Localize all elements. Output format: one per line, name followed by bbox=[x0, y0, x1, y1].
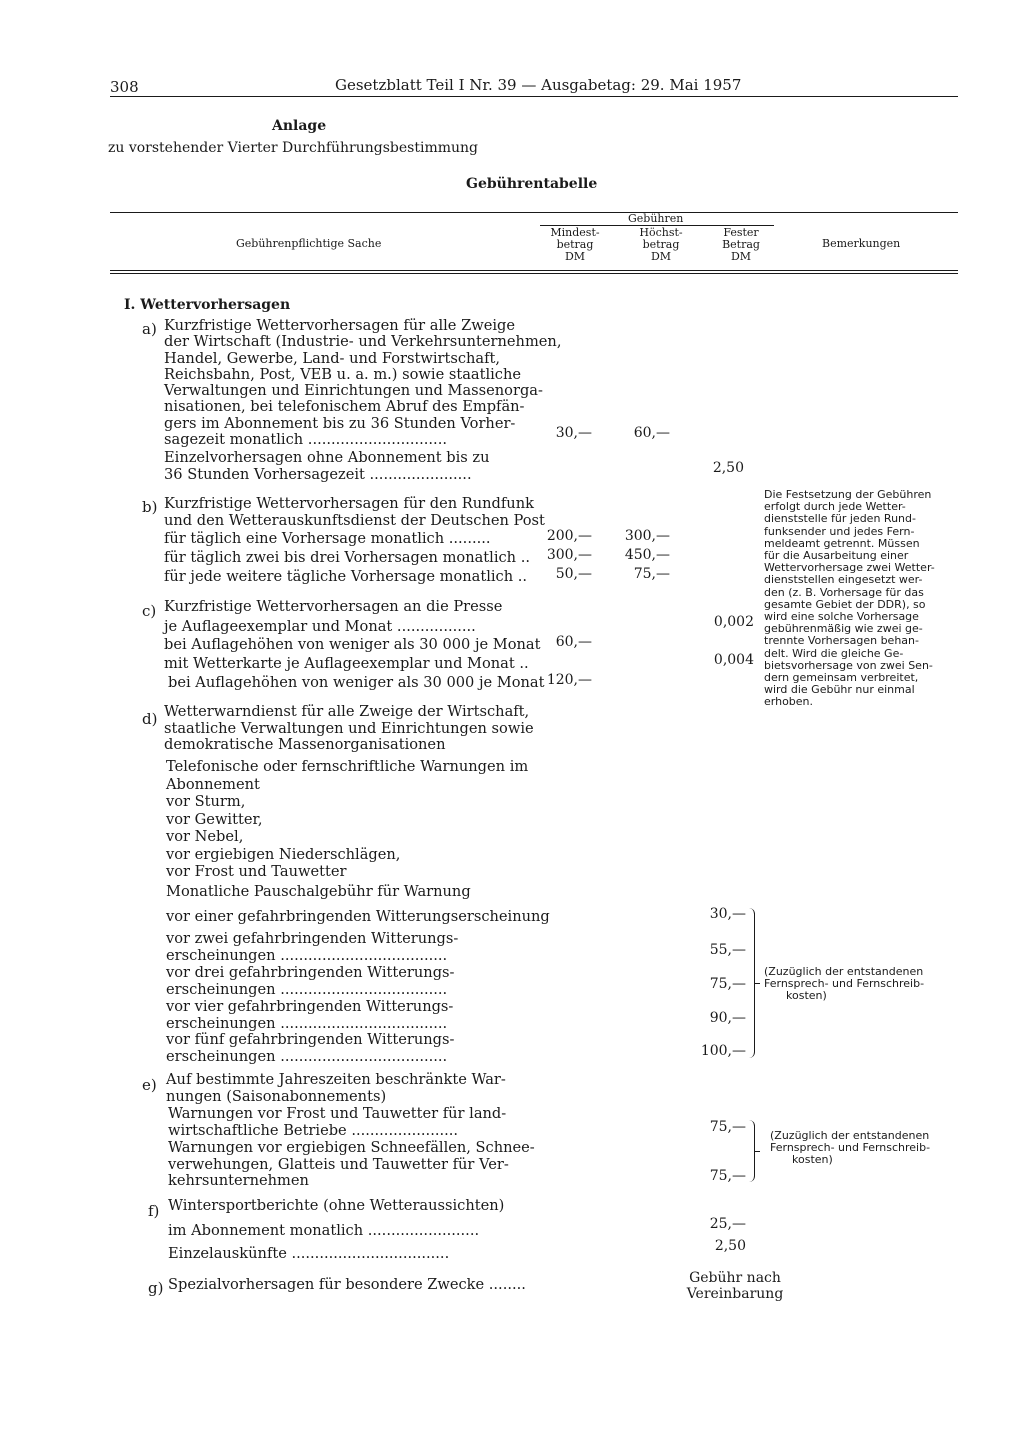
item-d-sub-line: vor Gewitter, bbox=[166, 810, 263, 828]
item-e-row-2-line: verwehungen, Glatteis und Tauwetter für Ver- bbox=[168, 1155, 509, 1173]
item-c-row-2-min: 60,— bbox=[555, 634, 592, 650]
item-d-row-5-fixed: 100,— bbox=[700, 1043, 746, 1059]
item-e-row-1 bbox=[168, 1106, 506, 1139]
item-b-row-3: für jede weitere tägliche Vorhersage monatlich .. bbox=[164, 568, 528, 585]
item-a-line: gers im Abonnement bis zu 36 Stunden Vorher- bbox=[164, 414, 516, 432]
item-g-fixed-line: Gebühr nach bbox=[689, 1270, 781, 1286]
item-c-line: Kurzfristige Wettervorhersagen an die Presse bbox=[164, 598, 503, 615]
item-d-row-2b: erscheinungen .................................... bbox=[166, 947, 448, 964]
remark-bc-line: wird die Gebühr nur einmal bbox=[764, 683, 915, 697]
item-g-fixed bbox=[678, 1270, 792, 1302]
item-g-marker: g) bbox=[148, 1279, 164, 1297]
item-b-row-1: für täglich eine Vorhersage monatlich ......... bbox=[164, 530, 491, 547]
item-d-row-5b: erscheinungen .................................... bbox=[166, 1048, 448, 1065]
item-d-marker: d) bbox=[142, 710, 158, 728]
item-e-text bbox=[166, 1072, 506, 1105]
item-d-row-1-fixed: 30,— bbox=[709, 906, 746, 922]
item-e-row-2-line: kehrsunternehmen bbox=[168, 1172, 309, 1189]
running-title: Gesetzblatt Teil I Nr. 39 — Ausgabetag: 29. Mai 1957 bbox=[335, 76, 742, 94]
table-title: Gebührentabelle bbox=[466, 176, 598, 192]
item-b-marker: b) bbox=[142, 498, 158, 516]
item-a-single-line: 36 Stunden Vorhersagezeit ...................... bbox=[164, 466, 472, 483]
item-e-remark-line: Fernsprech- und Fernschreib- bbox=[770, 1141, 931, 1155]
col-header-sache: Gebührenpflichtige Sache bbox=[236, 237, 382, 250]
item-g-text: Spezialvorhersagen für besondere Zwecke ........ bbox=[168, 1276, 526, 1293]
item-e-row-1-fixed: 75,— bbox=[709, 1119, 746, 1135]
col-header-mindest-line: betrag bbox=[556, 238, 594, 251]
item-d-row-2-fixed: 55,— bbox=[709, 942, 746, 958]
item-b-row-2: für täglich zwei bis drei Vorhersagen monatlich .. bbox=[164, 549, 530, 566]
col-header-hoechst bbox=[626, 227, 696, 263]
item-d-line: Wetterwarndienst für alle Zweige der Wirtschaft, bbox=[164, 703, 530, 720]
item-f-marker: f) bbox=[148, 1202, 160, 1220]
item-d-remark bbox=[764, 966, 960, 1003]
item-b-text bbox=[164, 496, 545, 529]
col-header-fest-line: Betrag bbox=[722, 238, 760, 251]
col-header-fest bbox=[706, 227, 776, 263]
item-e-marker: e) bbox=[142, 1076, 157, 1094]
remark-bc-line: erhoben. bbox=[764, 695, 814, 709]
item-a-single bbox=[164, 449, 490, 483]
col-header-hoechst-line: DM bbox=[650, 250, 672, 263]
col-header-hoechst-line: betrag bbox=[642, 238, 680, 251]
remark-bc-line: erfolgt durch jede Wetter- bbox=[764, 500, 906, 514]
remark-bc-line: funksender und jedes Fern- bbox=[764, 524, 915, 538]
item-a-line: Verwaltungen und Einrichtungen und Massenorga- bbox=[164, 382, 543, 400]
remark-bc-line: dern gemeinsam verbreitet, bbox=[764, 671, 919, 685]
item-b-row-3-min: 50,— bbox=[555, 566, 592, 582]
item-c-row-1: je Auflageexemplar und Monat ................. bbox=[164, 618, 476, 635]
item-g-fixed-line: Vereinbarung bbox=[686, 1286, 784, 1302]
item-a-line: der Wirtschaft (Industrie- und Verkehrsunternehmen, bbox=[164, 333, 562, 351]
item-d-row-3a: vor drei gefahrbringenden Witterungs- bbox=[166, 964, 455, 981]
item-e-line: nungen (Saisonabonnements) bbox=[166, 1087, 387, 1105]
item-a-min: 30,— bbox=[555, 425, 592, 441]
col-header-mindest-line: DM bbox=[564, 250, 586, 263]
remark-bc bbox=[764, 489, 960, 709]
item-d-remark-line: (Zuzüglich der entstandenen bbox=[764, 965, 924, 978]
col-header-fest-line: DM bbox=[730, 250, 752, 263]
section-title: I. Wettervorhersagen bbox=[124, 297, 291, 313]
table-header-bottom-rule-2 bbox=[110, 273, 958, 274]
item-b-row-2-min: 300,— bbox=[546, 547, 592, 563]
item-d-remark-line: Fernsprech- und Fernschreib- bbox=[764, 977, 925, 991]
item-d-brace bbox=[742, 908, 755, 1058]
item-e-row-1-line: wirtschaftliche Betriebe ....................... bbox=[168, 1121, 459, 1139]
item-f-row-2: Einzelauskünfte .................................. bbox=[168, 1245, 450, 1262]
item-d-line: staatliche Verwaltungen und Einrichtungen sowie bbox=[164, 719, 534, 737]
remark-bc-line: delt. Wird die gleiche Ge- bbox=[764, 646, 904, 660]
item-d-subtext bbox=[166, 758, 528, 900]
item-d-row-2a: vor zwei gefahrbringenden Witterungs- bbox=[166, 930, 459, 947]
item-d-row-4a: vor vier gefahrbringenden Witterungs- bbox=[166, 998, 454, 1015]
item-e-remark-line: kosten) bbox=[792, 1153, 833, 1167]
col-header-fest-line: Fester bbox=[723, 226, 759, 239]
item-e-row-1-line: Warnungen vor Frost und Tauwetter für land- bbox=[168, 1105, 507, 1122]
item-e-remark bbox=[770, 1130, 960, 1167]
table-top-rule bbox=[110, 212, 958, 213]
item-f-line: Wintersportberichte (ohne Wetteraussichten) bbox=[168, 1197, 505, 1214]
item-b-line: und den Wetterauskunftsdienst der Deutschen Post bbox=[164, 511, 545, 529]
item-a-line: Kurzfristige Wettervorhersagen für alle Zweige bbox=[164, 317, 515, 334]
item-c-row-3: mit Wetterkarte je Auflageexemplar und Monat .. bbox=[164, 655, 529, 672]
item-a-line: Handel, Gewerbe, Land- und Forstwirtschaft, bbox=[164, 349, 500, 367]
col-header-bemerkungen: Bemerkungen bbox=[822, 237, 901, 250]
item-c-row-1-fixed: 0,002 bbox=[713, 614, 754, 630]
item-d-sub-line: Abonnement bbox=[166, 775, 260, 793]
item-f-row-2-fixed: 2,50 bbox=[714, 1238, 746, 1254]
remark-bc-line: Wettervorhersage zwei Wetter- bbox=[764, 561, 935, 575]
item-b-row-1-min: 200,— bbox=[546, 528, 592, 544]
col-header-gebuehren: Gebühren bbox=[628, 212, 684, 225]
item-f-row-1-fixed: 25,— bbox=[709, 1216, 746, 1232]
item-c-row-4: bei Auflagehöhen von weniger als 30 000 je Monat bbox=[168, 674, 545, 691]
item-e-row-2-fixed: 75,— bbox=[709, 1168, 746, 1184]
remark-bc-line: gebührenmäßig wie zwei ge- bbox=[764, 622, 923, 636]
col-header-mindest bbox=[540, 227, 610, 263]
item-c-row-2: bei Auflagehöhen von weniger als 30 000 je Monat bbox=[164, 636, 541, 653]
item-e-brace bbox=[742, 1120, 755, 1182]
item-e-remark-line: (Zuzüglich der entstandenen bbox=[770, 1129, 930, 1142]
item-c-row-4-min: 120,— bbox=[546, 672, 592, 688]
item-e-row-2-line: Warnungen vor ergiebigen Schneefällen, Schnee- bbox=[168, 1139, 535, 1156]
item-e-row-2 bbox=[168, 1140, 535, 1190]
item-a-marker: a) bbox=[142, 320, 157, 338]
annex-subtitle: zu vorstehender Vierter Durchführungsbestimmung bbox=[108, 140, 479, 156]
item-d-remark-line: kosten) bbox=[786, 989, 827, 1003]
remark-bc-line: gesamte Gebiet der DDR), so bbox=[764, 597, 926, 611]
page-number: 308 bbox=[110, 78, 139, 96]
item-d-row-3b: erscheinungen .................................... bbox=[166, 981, 448, 998]
item-b-row-3-max: 75,— bbox=[633, 566, 670, 582]
item-b-row-2-max: 450,— bbox=[624, 547, 670, 563]
remark-bc-line: bietsvorhersage von zwei Sen- bbox=[764, 658, 933, 672]
remark-bc-line: dienststellen eingesetzt wer- bbox=[764, 573, 923, 587]
item-d-row-1: vor einer gefahrbringenden Witterungserscheinung bbox=[166, 908, 550, 925]
item-a-single-fixed: 2,50 bbox=[712, 460, 744, 476]
remark-bc-line: meldeamt getrennt. Müssen bbox=[764, 536, 920, 550]
item-a-single-line: Einzelvorhersagen ohne Abonnement bis zu bbox=[164, 449, 490, 466]
remark-bc-line: trennte Vorhersagen behan- bbox=[764, 634, 919, 648]
item-a-line: Reichsbahn, Post, VEB u. a. m.) sowie staatliche bbox=[164, 365, 522, 383]
item-d-sub-line: Monatliche Pauschalgebühr für Warnung bbox=[166, 882, 471, 900]
remark-bc-line: Die Festsetzung der Gebühren bbox=[764, 488, 932, 501]
item-e-line: Auf bestimmte Jahreszeiten beschränkte War- bbox=[166, 1071, 506, 1088]
remark-bc-line: für die Ausarbeitung einer bbox=[764, 549, 909, 563]
item-d-row-3-fixed: 75,— bbox=[709, 976, 746, 992]
item-c-marker: c) bbox=[142, 602, 157, 620]
table-header-bottom-rule bbox=[110, 270, 958, 271]
annex-title: Anlage bbox=[272, 118, 327, 134]
item-a-max: 60,— bbox=[633, 425, 670, 441]
item-a-line: sagezeit monatlich .............................. bbox=[164, 431, 447, 449]
item-d-row-5a: vor fünf gefahrbringenden Witterungs- bbox=[166, 1031, 455, 1048]
item-c-row-3-fixed: 0,004 bbox=[713, 652, 754, 668]
item-d-sub-line: vor Sturm, bbox=[166, 793, 246, 810]
item-d-sub-line: vor ergiebigen Niederschlägen, bbox=[166, 845, 401, 863]
item-d-row-4b: erscheinungen .................................... bbox=[166, 1015, 448, 1032]
item-b-line: Kurzfristige Wettervorhersagen für den Rundfunk bbox=[164, 495, 534, 512]
item-b-row-1-max: 300,— bbox=[624, 528, 670, 544]
header-rule bbox=[110, 96, 958, 97]
item-d-row-4-fixed: 90,— bbox=[709, 1010, 746, 1026]
item-d-sub-line: vor Frost und Tauwetter bbox=[166, 863, 347, 880]
item-d-text bbox=[164, 704, 534, 754]
item-d-sub-line: vor Nebel, bbox=[166, 828, 244, 845]
col-header-mindest-line: Mindest- bbox=[550, 226, 600, 239]
remark-bc-line: dienststelle für jeden Rund- bbox=[764, 512, 916, 526]
item-f-row-1: im Abonnement monatlich ........................ bbox=[168, 1222, 480, 1239]
remark-bc-line: den (z. B. Vorhersage für das bbox=[764, 585, 924, 599]
item-a-text bbox=[164, 318, 561, 448]
item-d-sub-line: Telefonische oder fernschriftliche Warnungen im bbox=[166, 758, 529, 775]
item-d-line: demokratische Massenorganisationen bbox=[164, 736, 446, 753]
remark-bc-line: wird eine solche Vorhersage bbox=[764, 610, 919, 624]
item-a-line: nisationen, bei telefonischem Abruf des Empfän- bbox=[164, 398, 525, 416]
col-header-hoechst-line: Höchst- bbox=[639, 226, 683, 239]
